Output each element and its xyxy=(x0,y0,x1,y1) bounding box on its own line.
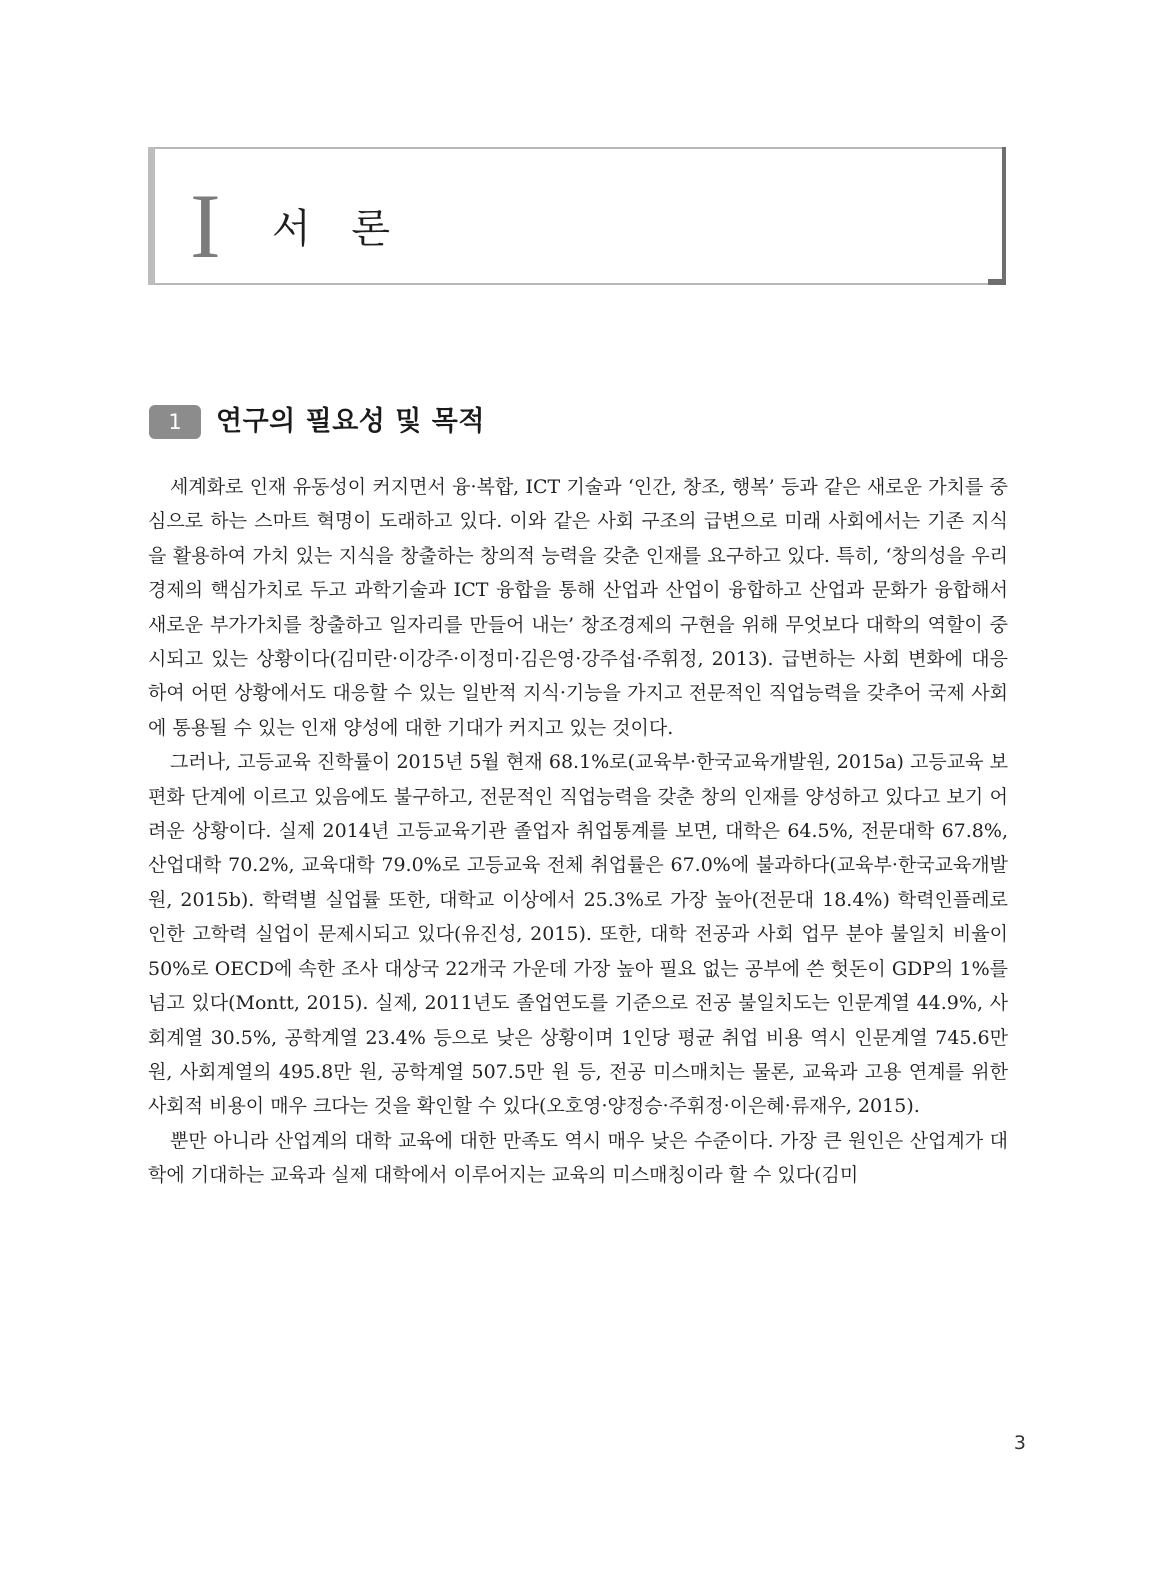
section-number-badge: 1 xyxy=(149,405,201,439)
section-title: 연구의 필요성 및 목적 xyxy=(216,406,485,437)
paragraph: 세계화로 인재 유동성이 커지면서 융·복합, ICT 기술과 ‘인간, 창조, 행복’ 등과 같은 새로운 가치를 중심으로 하는 스마트 혁명이 도래하고 있다. 이와 같은 사회 구조의 급변으로 미래 사회에서는 기존 지식을 활용하여 가치 있는 지식을 창출하는 창의적 능력을 갖춘 인재를 요구하고 있다. 특히, ‘창의성을 우리 경제의 핵심가치로 두고 과학기술과 ICT 융합을 통해 산업과 산업이 융합하고 산업과 문화가 융합해서 새로운 부가가치를 창출하고 일자리를 만들어 내는’ 창조경제의 구현을 위해 무엇보다 대학의 역할이 중시되고 있는 상황이다(김미란·이강주·이정미·김은영·강주섭·주휘정, 2013). 급변하는 사회 변화에 대응하여 어떤 상황에서도 대응할 수 있는 일반적 지식·기능을 가지고 전문적인 직업능력을 갖추어 국제 사회에 통용될 수 있는 인재 양성에 대한 기대가 커지고 있는 것이다. xyxy=(148,476,1008,739)
body-text xyxy=(148,470,1008,1193)
paragraph: 뿐만 아니라 산업계의 대학 교육에 대한 만족도 역시 매우 낮은 수준이다. 가장 큰 원인은 산업계가 대학에 기대하는 교육과 실제 대학에서 이루어지는 교육의 미스매칭이라 할 수 있다(김미 xyxy=(148,1129,1008,1187)
chapter-numeral: I xyxy=(190,175,221,277)
chapter-box-left-bar xyxy=(148,147,155,285)
paragraph: 그러나, 고등교육 진학률이 2015년 5월 현재 68.1%로(교육부·한국교육개발원, 2015a) 고등교육 보편화 단계에 이르고 있음에도 불구하고, 전문적인 직업능력을 갖춘 창의 인재를 양성하고 있다고 보기 어려운 상황이다. 실제 2014년 고등교육기관 졸업자 취업통계를 보면, 대학은 64.5%, 전문대학 67.8%, 산업대학 70.2%, 교육대학 79.0%로 고등교육 전체 취업률은 67.0%에 불과하다(교육부·한국교육개발원, 2015b). 학력별 실업률 또한, 대학교 이상에서 25.3%로 가장 높아(전문대 18.4%) 학력인플레로 인한 고학력 실업이 문제시되고 있다(유진성, 2015). 또한, 대학 전공과 사회 업무 분야 불일치 비율이 50%로 OECD에 속한 조사 대상국 22개국 가운데 가장 높아 필요 없는 공부에 쓴 헛돈이 GDP의 1%를 넘고 있다(Montt, 2015). 실제, 2011년도 졸업연도를 기준으로 전공 불일치도는 인문계열 44.9%, 사회계열 30.5%, 공학계열 23.4% 등으로 낮은 상황이며 1인당 평균 취업 비용 역시 인문계열 745.6만 원, 사회계열의 495.8만 원, 공학계열 507.5만 원 등, 전공 미스매치는 물론, 교육과 고용 연계를 위한 사회적 비용이 매우 크다는 것을 확인할 수 있다(오호영·양정승·주휘정·이은혜·류재우, 2015). xyxy=(148,751,1008,1118)
chapter-box-right-bar xyxy=(1002,147,1006,285)
page-number: 3 xyxy=(1013,1432,1026,1454)
chapter-box-corner xyxy=(988,279,1006,285)
chapter-title: 서 론 xyxy=(272,206,404,252)
